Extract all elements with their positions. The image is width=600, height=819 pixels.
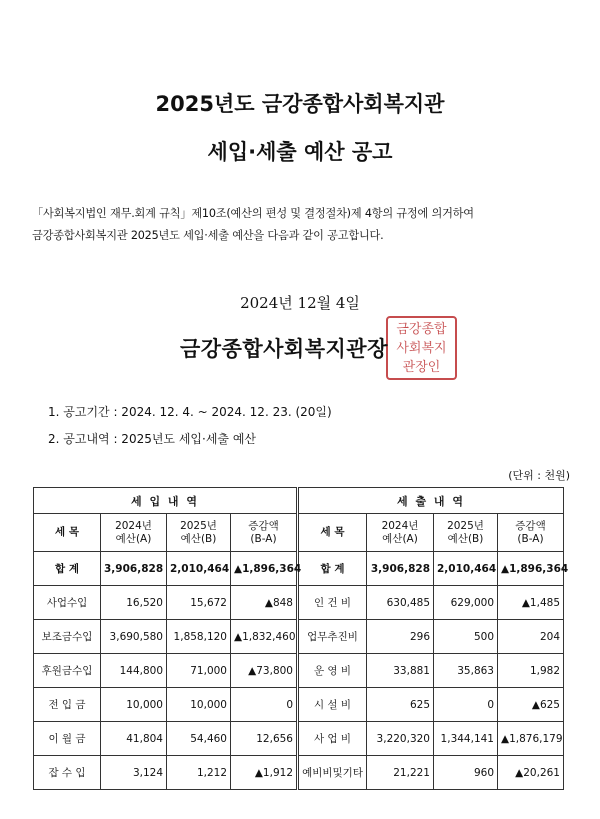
- rev-2024: 3,124: [101, 756, 167, 790]
- rev-2025: 1,858,120: [167, 620, 231, 654]
- revenue-header: 세 입 내 역: [34, 488, 298, 514]
- exp-2024: 296: [367, 620, 434, 654]
- exp-2025: 960: [434, 756, 498, 790]
- organization-name: 금강종합사회복지관장: [180, 337, 388, 361]
- col-header-item: 세 목: [34, 514, 101, 552]
- rev-diff: ▲1,896,364: [231, 552, 298, 586]
- rev-item: 합 계: [34, 552, 101, 586]
- rev-2024: 144,800: [101, 654, 167, 688]
- col-header-2024: 2024년 예산(A): [367, 514, 434, 552]
- exp-2025: 2,010,464: [434, 552, 498, 586]
- table-row: [34, 722, 564, 756]
- seal-line-2: 사회복지: [396, 341, 447, 356]
- table-row: [34, 688, 564, 722]
- col-header-item: 세 목: [298, 514, 367, 552]
- table-row: [34, 552, 564, 586]
- rev-diff: 12,656: [231, 722, 298, 756]
- rev-item: 보조금수입: [34, 620, 101, 654]
- intro-paragraph: [32, 203, 577, 247]
- exp-item: 합 계: [298, 552, 367, 586]
- table-row: [34, 756, 564, 790]
- rev-diff: ▲1,912: [231, 756, 298, 790]
- table-row: [34, 586, 564, 620]
- exp-2024: 630,485: [367, 586, 434, 620]
- rev-2025: 54,460: [167, 722, 231, 756]
- announcement-date: 2024년 12월 4일: [240, 294, 360, 312]
- exp-item: 시 설 비: [298, 688, 367, 722]
- exp-2025: 0: [434, 688, 498, 722]
- exp-diff: ▲1,896,364: [498, 552, 564, 586]
- rev-2025: 2,010,464: [167, 552, 231, 586]
- exp-item: 예비비및기타: [298, 756, 367, 790]
- intro-line-2: 금강종합사회복지관 2025년도 세입·세출 예산을 다음과 같이 공고합니다.: [32, 229, 384, 242]
- exp-2024: 21,221: [367, 756, 434, 790]
- unit-label: (단위 : 천원): [508, 469, 570, 482]
- rev-diff: 0: [231, 688, 298, 722]
- rev-item: 잡 수 입: [34, 756, 101, 790]
- col-header-diff: 증감액 (B-A): [498, 514, 564, 552]
- exp-2024: 625: [367, 688, 434, 722]
- col-header-2025: 2025년 예산(B): [434, 514, 498, 552]
- table-row: [34, 620, 564, 654]
- exp-2024: 3,906,828: [367, 552, 434, 586]
- rev-diff: ▲73,800: [231, 654, 298, 688]
- exp-item: 인 건 비: [298, 586, 367, 620]
- expense-header: 세 출 내 역: [298, 488, 564, 514]
- seal-line-1: 금강종합: [396, 322, 447, 337]
- col-header-2024: 2024년 예산(A): [101, 514, 167, 552]
- col-header-diff: 증감액 (B-A): [231, 514, 298, 552]
- rev-2025: 71,000: [167, 654, 231, 688]
- exp-diff: ▲625: [498, 688, 564, 722]
- exp-2025: 35,863: [434, 654, 498, 688]
- col-header-2025: 2025년 예산(B): [167, 514, 231, 552]
- exp-2025: 1,344,141: [434, 722, 498, 756]
- rev-2024: 10,000: [101, 688, 167, 722]
- exp-diff: 1,982: [498, 654, 564, 688]
- exp-item: 운 영 비: [298, 654, 367, 688]
- table-row: [34, 654, 564, 688]
- title-line-2: 세입·세출 예산 공고: [207, 140, 393, 164]
- rev-2025: 1,212: [167, 756, 231, 790]
- title-line-1: 2025년도 금강종합사회복지관: [155, 92, 445, 116]
- rev-2024: 3,906,828: [101, 552, 167, 586]
- rev-2024: 3,690,580: [101, 620, 167, 654]
- rev-item: 후원금수입: [34, 654, 101, 688]
- exp-diff: ▲1,485: [498, 586, 564, 620]
- notice-content: 2. 공고내역 : 2025년도 세입·세출 예산: [48, 432, 257, 446]
- rev-item: 사업수입: [34, 586, 101, 620]
- exp-2024: 3,220,320: [367, 722, 434, 756]
- notice-period: 1. 공고기간 : 2024. 12. 4. ~ 2024. 12. 23. (20일): [48, 405, 332, 419]
- exp-2024: 33,881: [367, 654, 434, 688]
- exp-diff: ▲20,261: [498, 756, 564, 790]
- seal-line-3: 관장인: [402, 360, 441, 375]
- rev-2025: 10,000: [167, 688, 231, 722]
- rev-item: 전 입 금: [34, 688, 101, 722]
- exp-item: 사 업 비: [298, 722, 367, 756]
- exp-item: 업무추진비: [298, 620, 367, 654]
- rev-diff: ▲848: [231, 586, 298, 620]
- rev-diff: ▲1,832,460: [231, 620, 298, 654]
- official-seal-icon: [386, 316, 457, 380]
- exp-diff: ▲1,876,179: [498, 722, 564, 756]
- rev-2025: 15,672: [167, 586, 231, 620]
- exp-2025: 500: [434, 620, 498, 654]
- exp-2025: 629,000: [434, 586, 498, 620]
- intro-line-1: 「사회복지법인 재무.회계 규칙」제10조(예산의 편성 및 결정절차)제 4항의 규정에 의거하여: [32, 207, 474, 220]
- exp-diff: 204: [498, 620, 564, 654]
- rev-2024: 41,804: [101, 722, 167, 756]
- rev-2024: 16,520: [101, 586, 167, 620]
- rev-item: 이 월 금: [34, 722, 101, 756]
- budget-table: [33, 487, 569, 790]
